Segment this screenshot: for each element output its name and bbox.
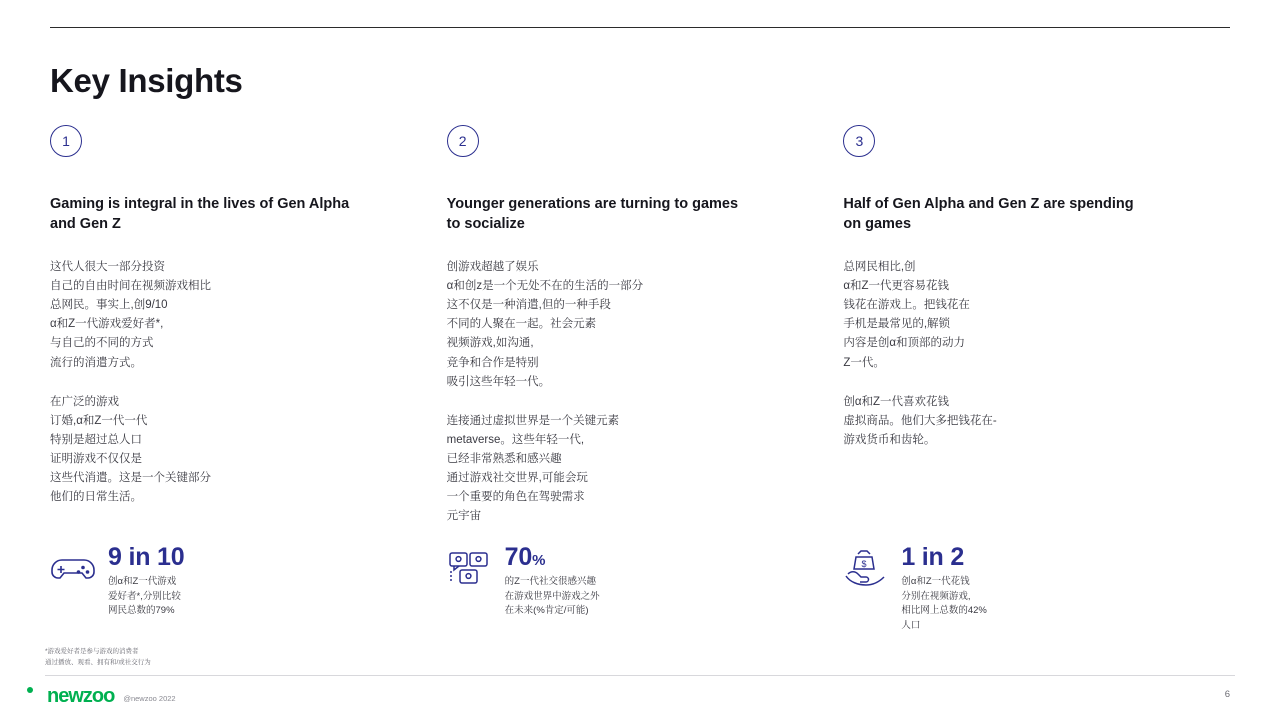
insight-paragraph-2-1 [447,258,747,392]
text-line: 创游戏超越了娱乐 [446,261,539,274]
text-line: 自己的自由时间在视频游戏相比 [50,280,211,293]
page-title: Key Insights [50,62,243,100]
text-line: 在未来(%肯定/可能) [504,605,589,617]
insight-paragraph-3-2 [843,393,1143,450]
insight-heading-1: Gaming is integral in the lives of Gen Alpha and Gen Z [50,196,350,232]
text-line: 创α和Z一代游戏 [108,576,177,587]
stat-number: 70 [504,543,533,571]
text-line: 与自己的不同的方式 [50,337,154,350]
text-line: 爱好者*,分别比较 [108,590,181,602]
text-line: 在游戏世界中游戏之外 [504,590,600,602]
text-line: 元宇宙 [446,510,482,523]
text-line: 已经非常熟悉和感兴趣 [446,452,562,465]
insight-column-2 [446,125,844,617]
insight-number-badge-1: 1 [50,125,82,157]
insight-column-3 [843,125,1240,632]
text-line: 通过播放、观看、拥有和/或社交行为 [45,658,151,666]
text-line: 总网民。事实上,创9/10 [50,299,168,312]
text-line: 网民总数的79% [108,605,175,617]
stat-number: 1 in 2 [901,543,965,571]
insight-paragraph-1-2 [50,393,350,507]
insight-number-badge-3: 3 [843,125,875,157]
stat-value-2 [505,545,600,570]
insight-stat-3 [843,545,987,634]
text-line: 不同的人聚在一起。社会元素 [446,318,597,331]
gamepad-icon [50,545,96,591]
insight-heading-2: Younger generations are turning to games to socialize [446,196,739,232]
text-line: 连接通过虚拟世界是一个关键元素 [446,414,620,427]
text-line: 这些代消遣。这是一个关键部分 [50,471,211,484]
text-line: 通过游戏社交世界,可能会玩 [446,471,588,484]
text-line: 钱花在游戏上。把钱花在 [843,299,970,312]
text-line: 游戏货币和齿轮。 [843,433,936,446]
text-line: 手机是最常见的,解锁 [843,318,951,331]
brand-footer [45,686,176,706]
text-line: 分别在视频游戏, [901,590,971,602]
text-line: 创α和Z一代花钱 [901,576,970,587]
text-line: 人口 [901,620,921,632]
text-line: 创α和Z一代喜欢花钱 [843,395,950,408]
text-line: 订婚,α和Z一代一代 [50,414,148,427]
logo-text: newzoo [47,685,115,707]
text-line: 吸引这些年轻一代。 [446,375,551,388]
stat-caption-3 [901,575,987,634]
text-line: 的Z一代社交很感兴趣 [504,576,596,587]
text-line: α和创z是一个无处不在的生活的一部分 [446,280,644,293]
text-line: 相比网上总数的42% [901,605,987,617]
logo-dot-icon [27,687,33,693]
stat-text-1 [108,545,184,619]
stat-text-3 [901,545,987,634]
stat-unit: % [532,552,546,569]
copyright-text: @newzoo 2022 [123,694,176,703]
insight-columns [50,125,1240,632]
insight-stat-2 [447,545,600,619]
text-line: metaverse。这些年轻一代, [446,433,585,446]
text-line: 流行的消遣方式。 [50,356,142,369]
insight-number-badge-2: 2 [447,125,479,157]
insight-column-1 [50,125,447,617]
social-chat-icon [447,545,493,591]
footer-divider [45,675,1235,676]
text-line: α和Z一代游戏爱好者*, [50,318,164,331]
money-hand-icon [843,545,889,591]
svg-text:$: $ [861,559,867,569]
text-line: 竞争和合作是特别 [446,356,539,369]
newzoo-logo [45,686,114,706]
text-line: 证明游戏不仅仅是 [50,452,142,465]
text-line: 特别是超过总人口 [50,433,142,446]
insight-paragraph-2-2 [447,412,747,526]
text-line: 总网民相比,创 [843,261,916,274]
stat-value-1 [108,545,184,570]
stat-caption-1 [108,575,184,619]
insight-stat-1 [50,545,184,619]
text-line: 这代人很大一部分投资 [50,261,165,274]
text-line: 视频游戏,如沟通, [446,337,534,350]
text-line: 虚拟商品。他们大多把钱花在- [843,414,997,427]
footnote [45,647,151,668]
text-line: 一个重要的角色在驾驶需求 [446,490,585,503]
page-number: 6 [1224,689,1230,700]
text-line: 他们的日常生活。 [50,490,142,503]
header-divider [50,27,1230,28]
text-line: 内容是创α和顶部的动力 [843,337,965,350]
text-line: α和Z一代更容易花钱 [843,280,950,293]
insight-heading-3: Half of Gen Alpha and Gen Z are spending on games [843,196,1134,232]
text-line: 在广泛的游戏 [50,395,119,408]
stat-value-3 [901,545,987,570]
text-line: Z一代。 [843,356,885,369]
stat-caption-2 [505,575,600,619]
text-line: 这不仅是一种消遣,但的一种手段 [446,299,611,312]
insight-paragraph-3-1 [843,258,1143,372]
stat-text-2 [505,545,600,619]
text-line: *游戏爱好者是参与游戏的消费者 [45,648,139,656]
stat-number: 9 in 10 [108,543,185,571]
insight-paragraph-1-1 [50,258,350,372]
